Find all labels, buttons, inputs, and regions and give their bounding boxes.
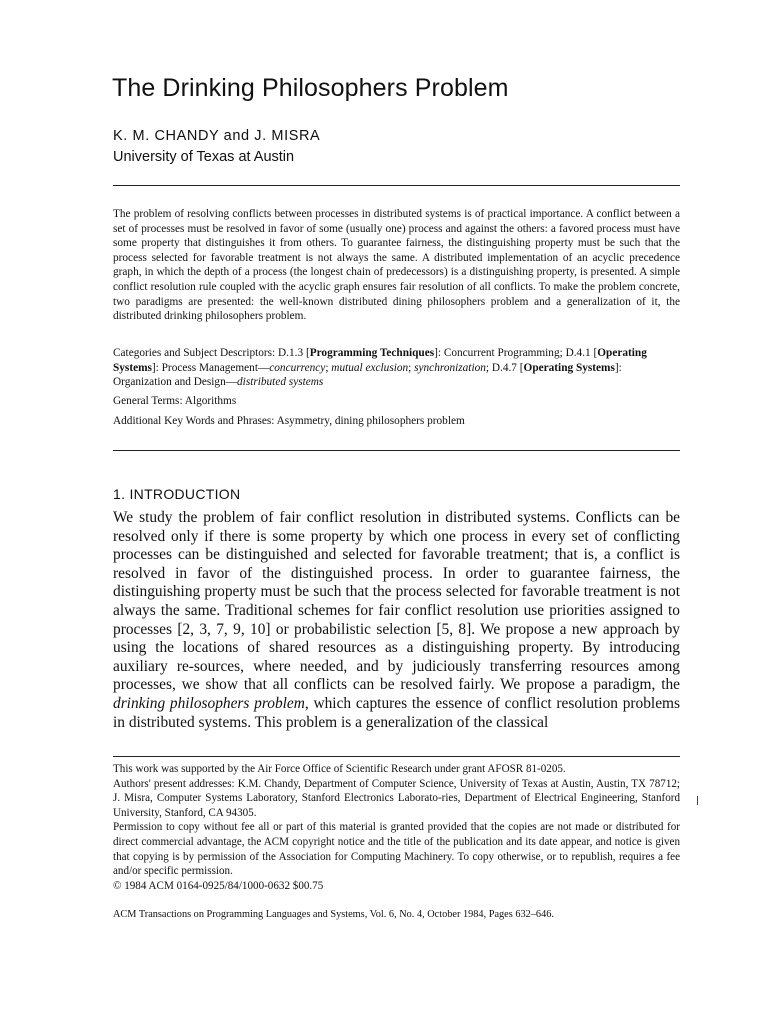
- category-1-bold: Programming Techniques: [309, 347, 435, 359]
- top-divider: [113, 185, 680, 186]
- category-1-rest: ]: Concurrent Programming; D.4.1 [: [434, 347, 598, 359]
- footnote-copyright: © 1984 ACM 0164-0925/84/1000-0632 $00.75: [113, 879, 324, 892]
- abstract-divider: [113, 450, 680, 451]
- categories-descriptors: [113, 346, 680, 390]
- category-2-term-1: concurrency: [269, 361, 326, 374]
- footnotes: [113, 762, 680, 893]
- category-2-sep-1: ;: [325, 361, 332, 374]
- paper-authors: K. M. CHANDY and J. MISRA: [113, 128, 321, 144]
- category-2-term-2: mutual exclusion: [331, 361, 409, 374]
- footnote-support: This work was supported by the Air Force Office of Scientific Research under grant AFOSR 81-0205.: [113, 763, 566, 775]
- category-2-end: ; D.4.7 [: [485, 361, 524, 374]
- category-2-term-3: synchronization: [414, 361, 486, 374]
- intro-italic-term: drinking philosophers problem: [113, 694, 305, 712]
- paper-affiliation: University of Texas at Austin: [113, 149, 295, 165]
- footnote-permission: Permission to copy without fee all or part of this material is granted provided that the copies are not made or distributed for direct commercial advantage, the ACM copyright notice and the title of the publication and its date appear, and notice is given that copying is by permission of the Association for Computing Machinery. To copy otherwise, or to republish, requires a fee and/or specific permission.: [113, 821, 680, 878]
- category-2-sep-2: ;: [408, 361, 415, 374]
- category-2-rest: ]: Process Management—: [151, 361, 270, 374]
- section-heading-introduction: 1. INTRODUCTION: [113, 486, 241, 502]
- keywords: Additional Key Words and Phrases: Asymmetry, dining philosophers problem: [113, 415, 465, 427]
- category-3-term-1: distributed systems: [237, 376, 324, 389]
- intro-text-part-1: We study the problem of fair conflict resolution in distributed systems. Conflicts can be resolved only if there is some property by which one process in every set of conflicting processes can be distinguished and selected for favorable treatment; that is, a conflict is resolved in favor of the distinguished process. In order to guarantee fairness, the distinguishing property must be such that the process selected for favorable treatment is not always the same. Traditional schemes for fair conflict resolution use priorities assigned to processes [2, 3, 7, 9, 10] or probabilistic selection [5, 8]. We propose a new approach by using the locations of shared resources as a distinguishing property. By introducing auxiliary re-sources, where needed, and by judiciously transferring resources among processes, we show that all conflicts can be resolved fairly. We propose a paradigm, the: [113, 509, 680, 694]
- general-terms: General Terms: Algorithms: [113, 395, 237, 407]
- category-2-bold: Operating Systems: [113, 347, 647, 374]
- footnote-divider: [113, 756, 680, 757]
- margin-mark: [697, 796, 698, 805]
- paper-title: The Drinking Philosophers Problem: [112, 74, 509, 102]
- intro-text-part-2: , which captures the essence of conflict resolution problems in distributed systems. This problem is a generalization of the classical: [113, 694, 680, 731]
- category-3-bold: Operating Systems: [523, 361, 615, 374]
- abstract: The problem of resolving conflicts between processes in distributed systems is of practical importance. A conflict between a set of processes must be resolved in favor of some (usually one) process and against the others: a favored process must have some property that distinguishes it from others. To guarantee fairness, the distinguishing property must be such that the process selected for favorable treatment is not always the same. A distributed implementation of an acyclic precedence graph, in which the depth of a process (the longest chain of predecessors) is a distinguishing property, is presented. A simple conflict resolution rule coupled with the acyclic graph ensures fair resolution of all conflicts. To make the problem concrete, two paradigms are presented: the well-known distributed dining philosophers problem and a generalization of it, the distributed drinking philosophers problem.: [113, 208, 680, 323]
- categories-lead: Categories and Subject Descriptors: D.1.3 [: [113, 347, 310, 359]
- introduction-paragraph: [113, 509, 680, 732]
- journal-citation: ACM Transactions on Programming Languages and Systems, Vol. 6, No. 4, October 1984, Pages 632–646.: [113, 909, 554, 920]
- footnote-addresses: Authors' present addresses: K.M. Chandy, Department of Computer Science, University of Texas at Austin, Austin, TX 78712; J. Misra, Computer Systems Laboratory, Stanford Electronics Laborato-ries, Department of Electrical Engineering, Stanford University, Stanford, CA 94305.: [113, 777, 680, 819]
- category-3-rest: ]: Organization and Design—: [113, 361, 622, 389]
